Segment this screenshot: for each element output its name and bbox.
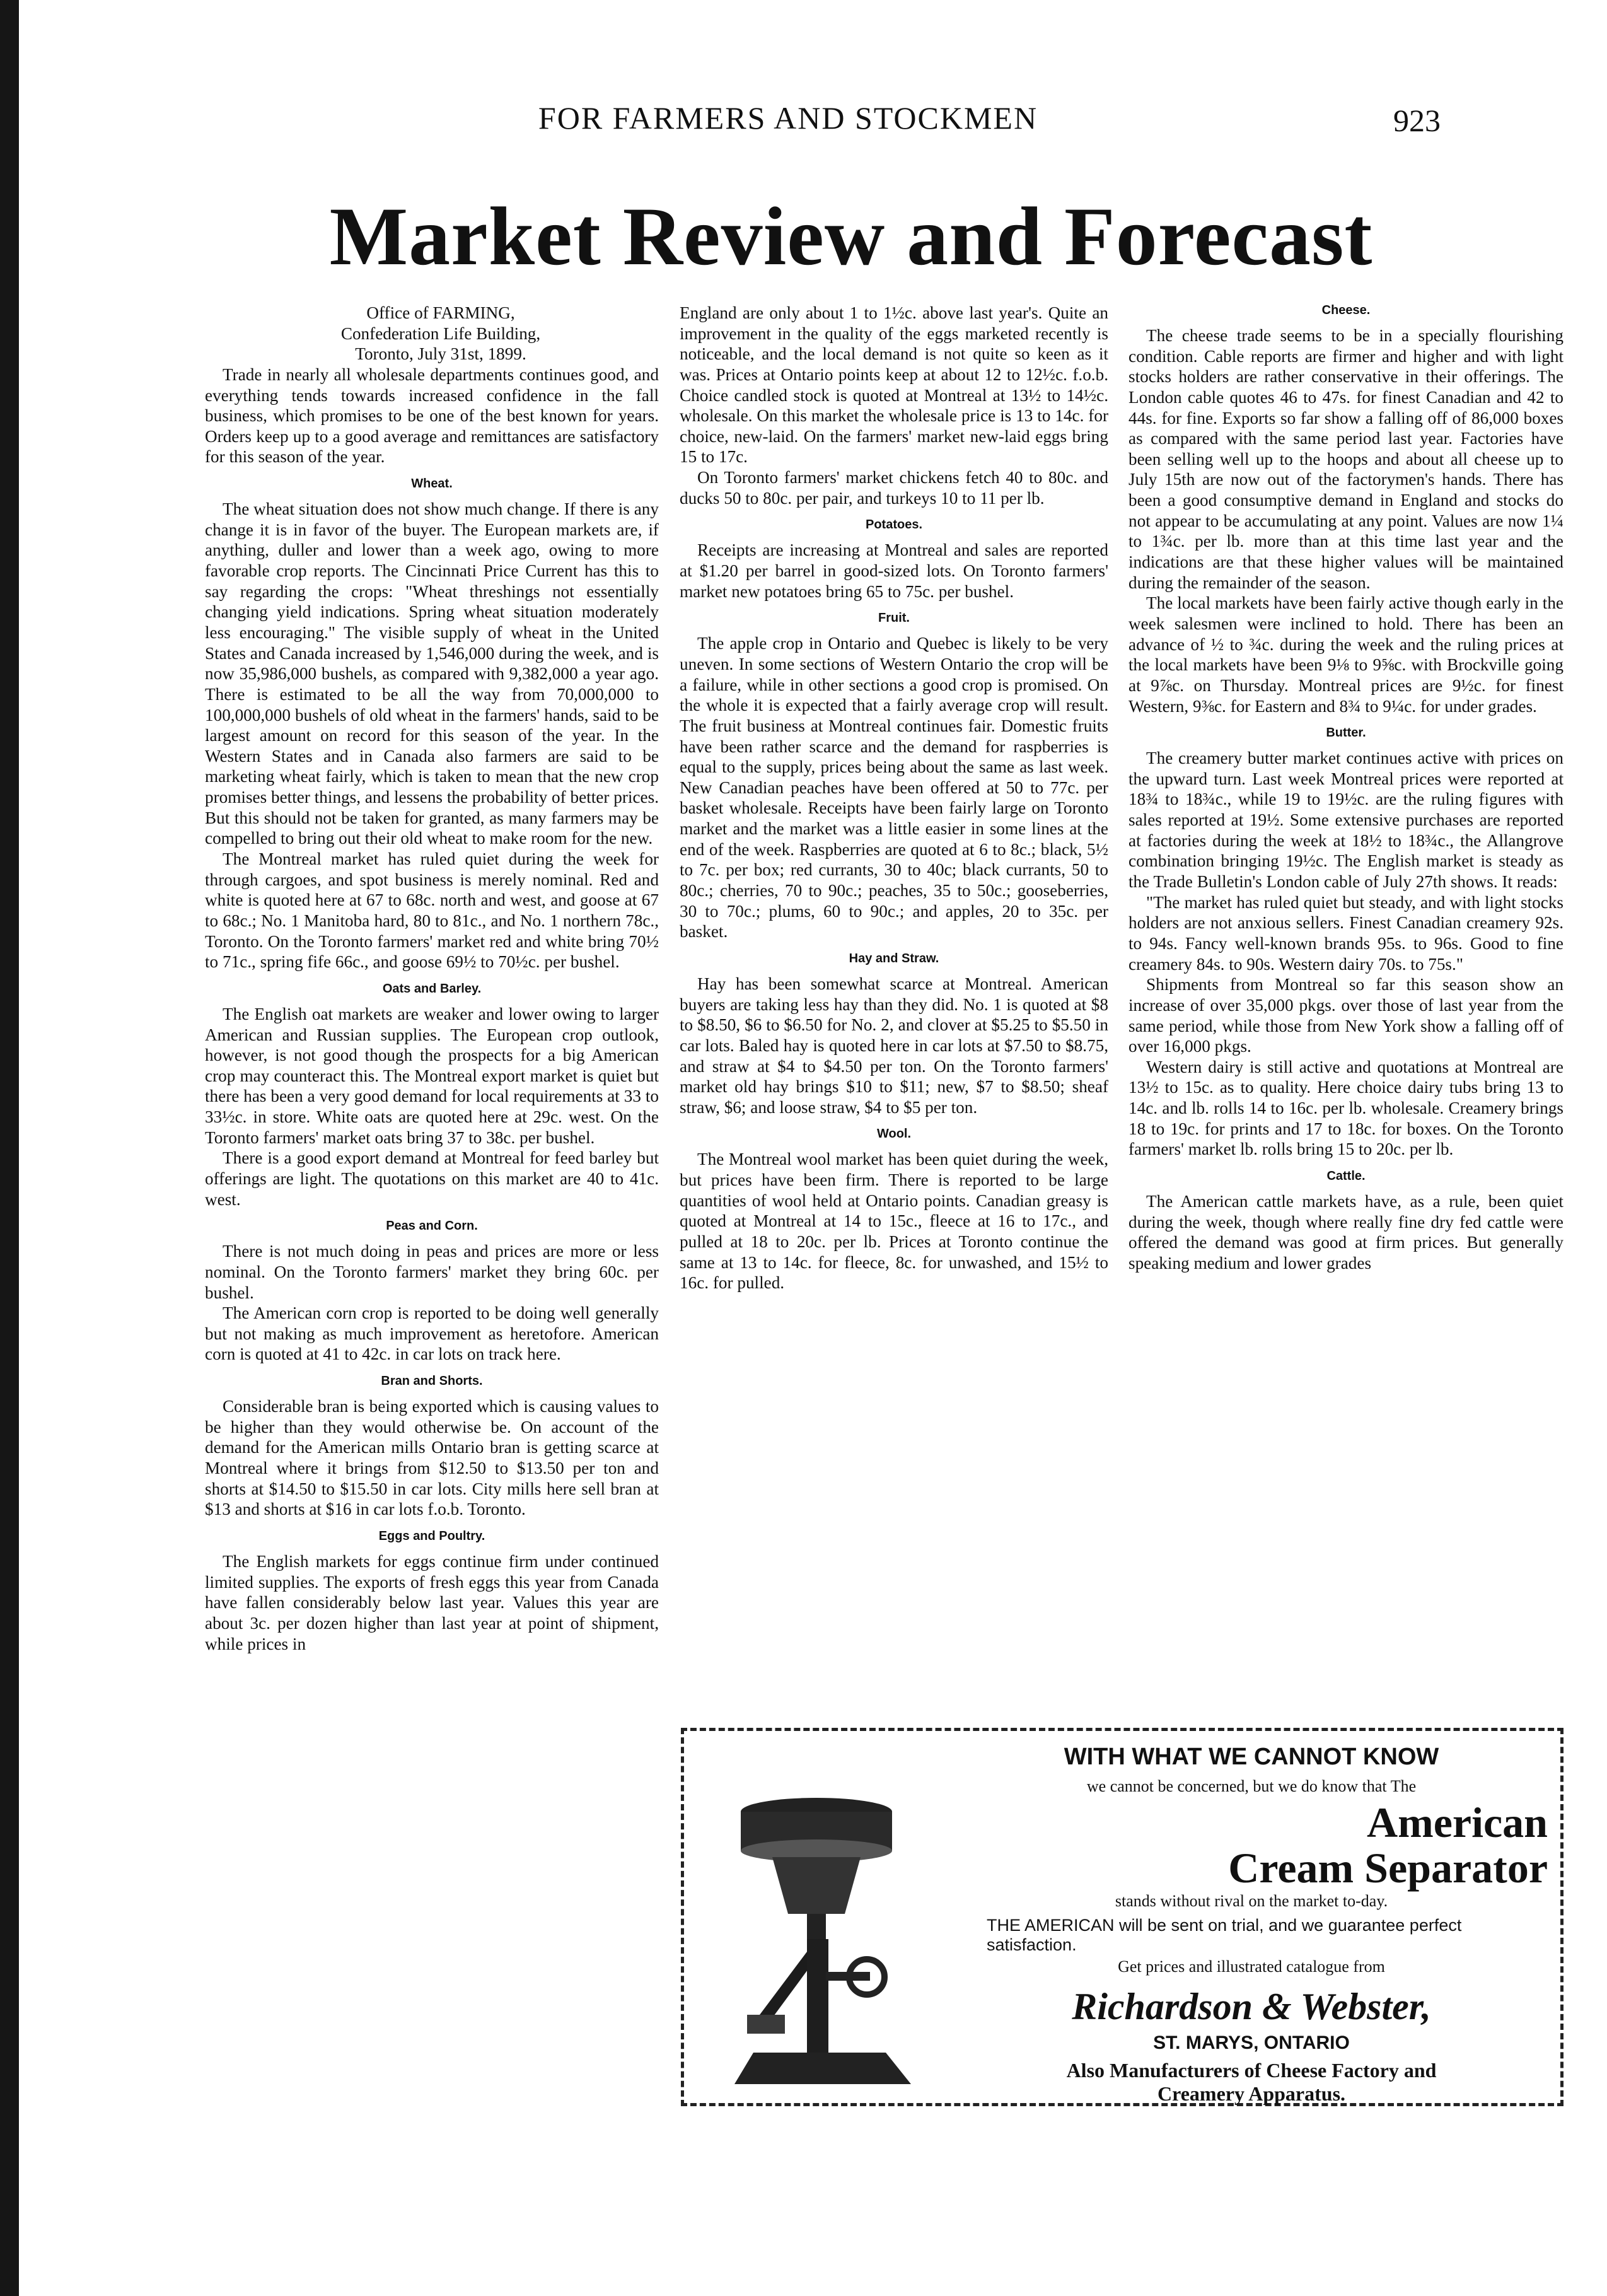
oats-paragraph-1: The English oat markets are weaker and lower owing to larger American and Russian supplies. The European crop outlook, however, is not good though the prospects for a big American crop may counteract this. The Montreal export market is quiet but there has been a very good demand for local requirements at 33 to 33½c. in store. White oats are quoted here at 29c. west. On the Toronto farmers' market oats bring 37 to 38c. per bushel. [205,1004,659,1147]
wheat-paragraph-1: The wheat situation does not show much change. If there is any change it is in favor of the buyer. The European markets are, if anything, duller and lower than a week ago, owing to more favorable crop reports. The Cincinnati Price Current has this to say regarding the crops: "Wheat threshings not essentially changing yield indications. Spring wheat situation moderately less encouraging." The visible supply of wheat in the United States and Canada increased by 1,546,000 during the week, and is now 35,986,000 bushels, as compared with 9,382,000 a year ago. There is estimated to be all the way from 70,000,000 to 100,000,000 bushels of old wheat in the farmers' hands, said to be largest amount on record for this season of the year. In the Western States and in Canada also farmers are said to be marketing wheat fairly, which is taken to mean that the new crop promises better things, and lessens the probability of better prices. But this should not be taken for granted, as many farmers may be compelled to bring out their old wheat to make room for the new. [205,499,659,848]
column-1 [205,303,659,1654]
ad-also-line-1: Also Manufacturers of Cheese Factory and [1066,2059,1437,2082]
ad-subline: we cannot be concerned, but we do know that The [1086,1777,1417,1795]
butter-paragraph-3: Western dairy is still active and quotations at Montreal are 13½ to 15c. as to quality. Here choice dairy tubs bring 13 to 14c. and lb. rolls 14 to 16c. per lb. wholesale. Creamery brings 18 to 19c. for prints and 17 to 18c. for boxes. On the Toronto farmers' market lb. rolls bring 15 to 20c. per lb. [1128,1057,1563,1159]
section-heading-butter: Butter. [1326,726,1366,740]
section-heading-wool: Wool. [876,1127,912,1141]
wool-paragraph-1: The Montreal wool market has been quiet during the week, but prices have been firm. There is reported to be large quantities of wool held at Ontario points. Canadian greasy is quoted at Montreal at 14 to 15c., fleece at 16 to 17c., and pulled at 18 to 20c. per lb. Prices at Toronto continue the same at 13 to 14c. for fleece, 8c. for unwashed, and 15½ to 16c. for pulled. [680,1150,1108,1293]
section-heading-cheese: Cheese. [1321,303,1371,317]
section-heading-peas: Peas and Corn. [386,1219,478,1233]
fruit-paragraph-1: The apple crop in Ontario and Quebec is likely to be very uneven. In some sections of Western Ontario the crop will be a failure, while in other sections a good crop is promised. On the whole it is expected that a fairly average crop will result. The fruit business at Montreal continues fair. Domestic fruits have been rather scarce and the demand for raspberries is equal to the supply, prices being about the same as last week. New Canadian peaches have been offered at 50 to 77c. per basket wholesale. Receipts have been fairly large on Toronto market and the market was a little easier in some lines at the end of the week. Raspberries are quoted at 6 to 8c.; black, 5½ to 7c. per box; red currants, 30 to 40c; black currants, 50 to 80c.; cherries, 70 to 90c.; peaches, 35 to 50c.; gooseberries, 30 to 70c.; plums, 60 to 90c.; and apples, 20 to 35c. per basket. [680,634,1108,941]
hay-paragraph-1: Hay has been somewhat scarce at Montreal. American buyers are taking less hay than they did. No. 1 is quoted at $8 to $8.50, $6 to $6.50 for No. 2, and clover at $5.25 to $5.50 in car lots. Baled hay is quoted here in car lots at $7.50 to $8.75, and straw at $4 to $4.50 per ton. On the Toronto farmers' market old hay brings $10 to $11; new, $7 to $8.50; sheaf straw, $6; and loose straw, $4 to $5 per ton. [680,974,1108,1117]
eggs-paragraph-1: The English markets for eggs continue firm under continued limited supplies. The exports of fresh eggs this year from Canada have fallen considerably below last year. Values this year are about 3c. per dozen higher than last year at point of shipment, while prices in [205,1551,659,1653]
cattle-paragraph-1: The American cattle markets have, as a rule, been quiet during the week, though where really fine dry fed cattle were offered the demand was good at firm prices. But generally speaking medium and lower grades [1128,1191,1563,1273]
ad-rival-line: stands without rival on the market to-day. [1115,1892,1388,1910]
ad-product-line-1: American [1366,1798,1548,1846]
ad-product-line-2: Cream Separator [1228,1844,1548,1892]
ad-headline: WITH WHAT WE CANNOT KNOW [1064,1744,1439,1770]
dateline-building: Confederation Life Building, [340,323,541,343]
peas-paragraph-1: There is not much doing in peas and prices are more or less nominal. On the Toronto farmers' market they bring 60c. per bushel. [205,1242,659,1302]
dateline-date: Toronto, July 31st, 1899. [355,344,526,364]
cream-separator-illustration [722,1788,930,2090]
wheat-paragraph-2: The Montreal market has ruled quiet during the week for through cargoes, and spot business is merely nominal. Red and white is quoted here at 67 to 68c. north and west, and goose at 67 to 68c.; No. 1 Manitoba hard, 80 to 81c., and No. 1 northern 78c., Toronto. On the Toronto farmers' market red and white bring 70½ to 71c., spring fife 66c., and goose 69½ to 70½c. per bushel. [205,849,659,972]
cheese-paragraph-1: The cheese trade seems to be in a specially flourishing condition. Cable reports are firmer and higher and with light stocks holders are rather conservative in their offerings. The London cable quotes 46 to 47s. for finest Canadian and 42 to 44s. for fine. Exports so far show a falling off of 86,000 boxes as compared with the same period last year. Factories have been selling well up to the hoops and about all cheese up to July 15th are now out of the factorymen's hands. There has been a good consumptive demand in England and stocks do not appear to be accumulating at any point. Values are now 1¼ to 1¾c. per lb. more than at this time last year and the indications are that these higher values will be maintained during the remainder of the season. [1128,326,1563,592]
column-2 [680,303,1108,1293]
oats-paragraph-2: There is a good export demand at Montreal for feed barley but offerings are light. The quotations on this market are 40 to 41c. west. [205,1148,659,1209]
advertisement-box [681,1728,1563,2106]
dateline-office: Office of FARMING, [366,303,515,322]
butter-paragraph-1: The creamery butter market continues active with prices on the upward turn. Last week Montreal prices were reported at 18¾ to 18¾c., while 19 to 19½c. are the ruling figures with sales reported at 19½. Some extensive purchases are reported at factories during the week at 18½ to 18¾c., the Allangrove combination bringing 19½c. The English market is steady as the Trade Bulletin's London cable of July 27th shows. It reads: [1128,749,1563,892]
section-heading-oats: Oats and Barley. [382,981,482,996]
section-heading-hay: Hay and Straw. [849,951,939,965]
section-heading-wheat: Wheat. [411,477,453,491]
potatoes-paragraph-1: Receipts are increasing at Montreal and sales are reported at $1.20 per barrel in good-sized lots. On Toronto farmers' market new potatoes bring 65 to 75c. per bushel. [680,540,1108,601]
section-heading-fruit: Fruit. [878,611,910,626]
eggs-paragraph-2: On Toronto farmers' market chickens fetch 40 to 80c. and ducks 50 to 80c. per pair, and turkeys 10 to 11 per lb. [680,468,1108,508]
butter-quote: "The market has ruled quiet but steady, and with light stocks holders are not anxious sellers. Finest Canadian creamery 92s. to 94s. Fancy well-known brands 95s. to 96s. Good to fine creamery 84s. to 90s. Western dairy 70s. to 75s." [1128,892,1563,974]
advertisement-text [949,1744,1554,2106]
ad-also-line-2: Creamery Apparatus. [1157,2082,1346,2105]
section-heading-eggs: Eggs and Poultry. [378,1529,485,1543]
page-number: 923 [1393,103,1441,138]
butter-paragraph-2: Shipments from Montreal so far this season show an increase of over 35,000 pkgs. over those of last year from the same period, while those from New York show a falling off of over 16,000 pkgs. [1128,975,1563,1056]
eggs-continued: England are only about 1 to 1½c. above last year's. Quite an improvement in the quality of the eggs marketed recently is noticeable, and the local demand is not quite so keen as it was. Prices at Ontario points keep at about 12 to 12½c. f.o.b. Choice candled stock is quoted at Montreal at 13½ to 14½c. wholesale. On this market the wholesale price is 13 to 14c. for choice, new-laid. On the farmers' market new-laid eggs bring 15 to 17c. [680,303,1108,467]
cheese-paragraph-2: The local markets have been fairly active though early in the week salesmen were inclined to hold. There has been an advance of ½ to ¾c. during the week and the ruling prices at the local markets have been 9⅛ to 9⅝c. with Brockville going at 9⅞c. on Thursday. Montreal prices are 9½c. for finest Western, 9⅜c. for Eastern and 8¾ to 9¼c. for under grades. [1128,593,1563,716]
bran-paragraph-1: Considerable bran is being exported which is causing values to be higher than they would otherwise be. On account of the demand for the American mills Ontario bran is getting scarce at Montreal where it brings from $12.50 to $13.50 per ton and shorts at $14.50 to $15.50 in car lots. City mills here sell bran at $13 and shorts at $16 in car lots f.o.b. Toronto. [205,1397,659,1519]
peas-paragraph-2: The American corn crop is reported to be doing well generally but not making as much improvement as heretofore. American corn is quoted at 41 to 42c. in car lots on track here. [205,1303,659,1364]
section-heading-bran: Bran and Shorts. [381,1374,483,1389]
ad-trial-line: THE AMERICAN will be sent on trial, and we guarantee perfect satisfaction. [987,1916,1462,1954]
ad-prices-line: Get prices and illustrated catalogue from [1118,1957,1385,1976]
ad-location: ST. MARYS, ONTARIO [1153,2032,1350,2053]
page-title: Market Review and Forecast [329,190,1373,283]
section-heading-potatoes: Potatoes. [865,518,923,532]
column-3 [1128,303,1563,1274]
running-head: FOR FARMERS AND STOCKMEN [538,100,1038,136]
section-heading-cattle: Cattle. [1326,1168,1366,1183]
intro-paragraph: Trade in nearly all wholesale departments continues good, and everything tends towards increased confidence in the fall business, which promises to be one of the best known for years. Orders keep up to a good average and remittances are satisfactory for this season of the year. [205,364,659,467]
ad-company-name: Richardson & Webster, [1072,1986,1431,2027]
page-edge-shadow [0,0,19,2296]
